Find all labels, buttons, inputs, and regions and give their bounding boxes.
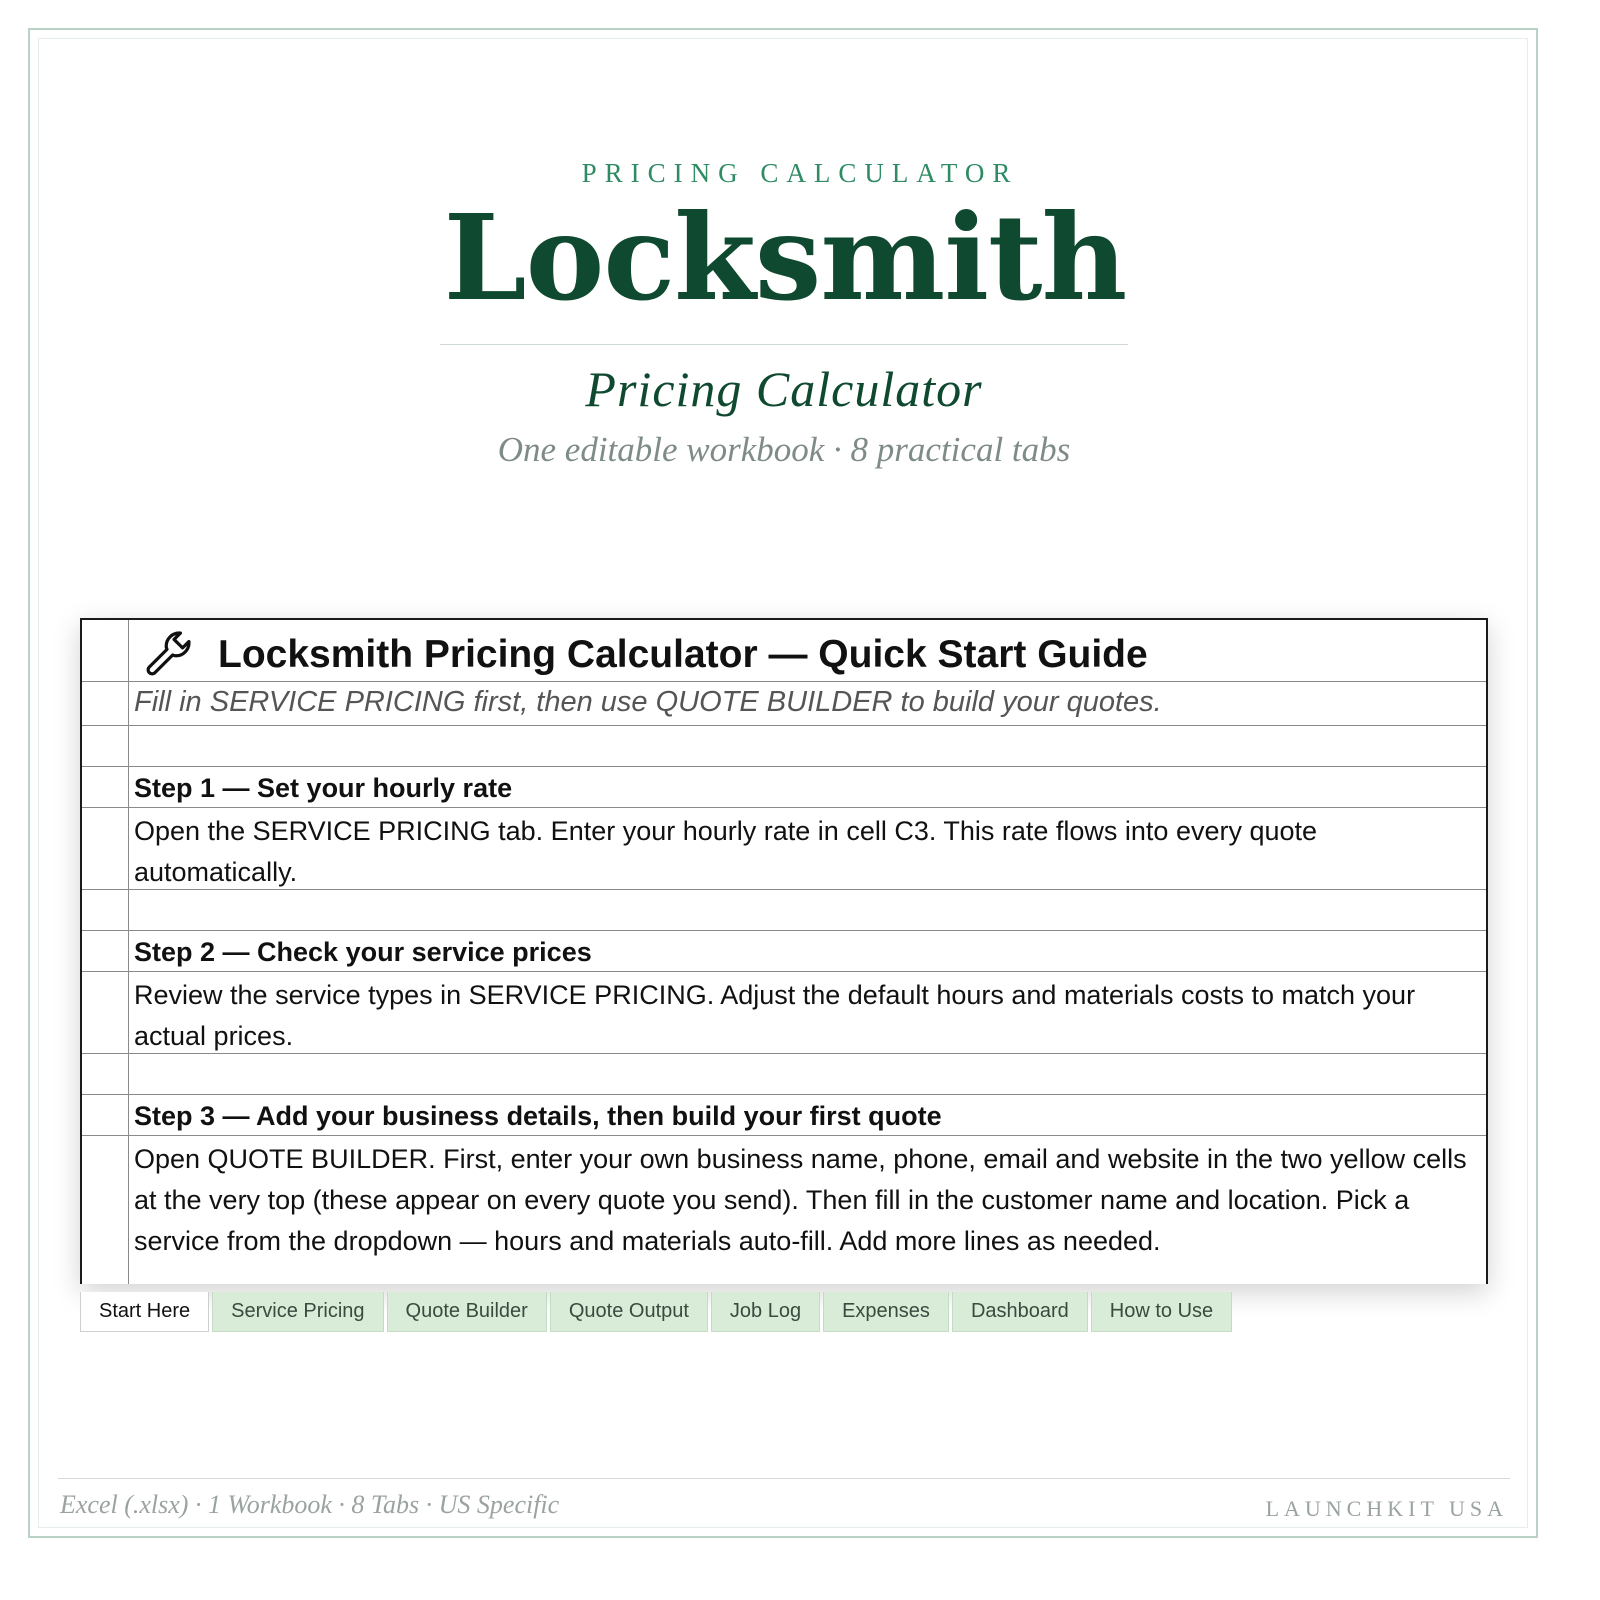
sheet-row-step2-body[interactable] bbox=[82, 972, 1486, 1054]
row-header bbox=[82, 726, 129, 766]
page-tagline: One editable workbook · 8 practical tabs bbox=[497, 430, 1071, 469]
row-header bbox=[82, 620, 129, 681]
page-title: Locksmith bbox=[443, 188, 1127, 327]
tab-service-pricing[interactable]: Service Pricing bbox=[212, 1292, 383, 1332]
sheet-row-step1-heading[interactable] bbox=[82, 767, 1486, 808]
title-divider bbox=[440, 344, 1128, 345]
step1-heading-cell[interactable]: Step 1 — Set your hourly rate bbox=[134, 773, 513, 803]
sheet-row-intro[interactable] bbox=[82, 682, 1486, 726]
tab-expenses[interactable]: Expenses bbox=[823, 1292, 949, 1332]
sheet-row-step3-body[interactable] bbox=[82, 1136, 1486, 1284]
step2-body-cell[interactable]: Review the service types in SERVICE PRICING. Adjust the default hours and materials costs to match your actual prices. bbox=[134, 980, 1416, 1051]
row-header bbox=[82, 972, 129, 1053]
spreadsheet-preview bbox=[80, 618, 1488, 1284]
footer-specs: Excel (.xlsx) · 1 Workbook · 8 Tabs · US Specific bbox=[60, 1490, 560, 1519]
row-header bbox=[82, 682, 129, 725]
step2-heading-cell[interactable]: Step 2 — Check your service prices bbox=[134, 937, 592, 967]
tab-quote-output[interactable]: Quote Output bbox=[550, 1292, 708, 1332]
sheet-title-text: Locksmith Pricing Calculator — Quick Start Guide bbox=[218, 633, 1148, 676]
tab-start-here[interactable]: Start Here bbox=[80, 1292, 209, 1332]
eyebrow-label: PRICING CALCULATOR bbox=[581, 158, 1019, 188]
sheet-row-empty[interactable] bbox=[82, 1054, 1486, 1095]
sheet-row-step1-body[interactable] bbox=[82, 808, 1486, 890]
step1-body-cell[interactable]: Open the SERVICE PRICING tab. Enter your hourly rate in cell C3. This rate flows into every quote automatically. bbox=[134, 816, 1318, 887]
sheet-title-cell[interactable] bbox=[134, 628, 1478, 682]
sheet-intro-cell[interactable]: Fill in SERVICE PRICING first, then use QUOTE BUILDER to build your quotes. bbox=[134, 686, 1162, 718]
wrench-icon bbox=[140, 628, 194, 682]
row-header bbox=[82, 1095, 129, 1135]
row-header bbox=[82, 931, 129, 971]
sheet-tab-bar bbox=[80, 1292, 1235, 1334]
row-header bbox=[82, 767, 129, 807]
row-header bbox=[82, 1136, 129, 1284]
tab-how-to-use[interactable]: How to Use bbox=[1091, 1292, 1232, 1332]
row-header bbox=[82, 890, 129, 930]
footer-divider bbox=[58, 1478, 1510, 1479]
sheet-row-empty[interactable] bbox=[82, 890, 1486, 931]
tab-dashboard[interactable]: Dashboard bbox=[952, 1292, 1088, 1332]
sheet-row-step2-heading[interactable] bbox=[82, 931, 1486, 972]
tab-job-log[interactable]: Job Log bbox=[711, 1292, 820, 1332]
row-header bbox=[82, 1054, 129, 1094]
step3-body-cell[interactable]: Open QUOTE BUILDER. First, enter your own business name, phone, email and website in the two yellow cells at the very top (these appear on every quote you send). Then fill in the customer name and location. Pick a service from the dropdown — hours and materials auto-fill. Add more lines as needed. bbox=[134, 1144, 1467, 1256]
step3-heading-cell[interactable]: Step 3 — Add your business details, then build your first quote bbox=[134, 1101, 942, 1131]
footer-brand: LAUNCHKIT USA bbox=[1265, 1496, 1508, 1521]
sheet-row-empty[interactable] bbox=[82, 726, 1486, 767]
page-subtitle: Pricing Calculator bbox=[585, 361, 983, 417]
row-header bbox=[82, 808, 129, 889]
sheet-row-title[interactable] bbox=[82, 620, 1486, 682]
sheet-row-step3-heading[interactable] bbox=[82, 1095, 1486, 1136]
tab-quote-builder[interactable]: Quote Builder bbox=[387, 1292, 547, 1332]
